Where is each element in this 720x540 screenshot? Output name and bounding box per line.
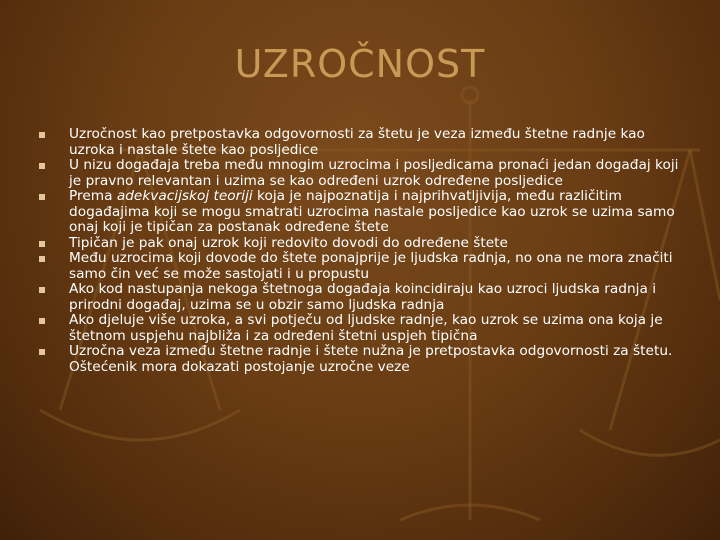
square-bullet-icon xyxy=(39,287,45,293)
square-bullet-icon xyxy=(39,241,45,247)
bullet-item xyxy=(0,251,720,282)
bullet-emphasis: adekvacijskoj teoriji xyxy=(116,188,253,204)
bullet-item xyxy=(0,127,720,158)
bullet-text: Tipičan je pak onaj uzrok koji redovito dovodi do određene štete xyxy=(69,234,508,251)
square-bullet-icon xyxy=(39,318,45,324)
slide-title: UZROČNOST xyxy=(234,42,486,86)
bullet-item xyxy=(0,158,720,189)
bullet-list xyxy=(0,127,720,375)
bullet-text: Među uzrocima koji dovode do štete ponajprije je ljudska radnja, no ona ne mora značiti samo čin već se može sastojati i u propustu xyxy=(69,250,673,282)
bullet-item xyxy=(0,282,720,313)
square-bullet-icon xyxy=(39,132,45,138)
square-bullet-icon xyxy=(39,163,45,169)
bullet-text: Ako kod nastupanja nekoga štetnoga događaja koincidiraju kao uzroci ljudska radnja i prirodni događaj, uzima se u obzir samo ljudska radnja xyxy=(69,281,656,313)
square-bullet-icon xyxy=(39,256,45,262)
bullet-item xyxy=(0,236,720,252)
bullet-item xyxy=(0,344,720,375)
bullet-text-after: koja je najpoznatija i najprihvatljivija, među različitim događajima koji se mogu smatrati uzrocima nastale posljedice kao uzrok se uzima samo onaj koji je tipičan za postanak određene štete xyxy=(69,188,675,235)
bullet-item xyxy=(0,313,720,344)
square-bullet-icon xyxy=(39,349,45,355)
bullet-text-before: Prema xyxy=(69,188,117,204)
bullet-text: U nizu događaja treba među mnogim uzrocima i posljedicama pronaći jedan događaj koji je pravno relevantan i uzima se kao određeni uzrok određene posljedice xyxy=(69,157,679,189)
bullet-text: Uzročnost kao pretpostavka odgovornosti za štetu je veza između štetne radnje kao uzroka i nastale štete kao posljedice xyxy=(69,126,645,158)
bullet-text: Ako djeluje više uzroka, a svi potječu od ljudske radnje, kao uzrok se uzima ona koja je štetnom uspjehu najbliža i za određeni štetni uspjeh tipična xyxy=(69,312,663,344)
bullet-text: Uzročna veza između štetne radnje i štete nužna je pretpostavka odgovornosti za štetu. Oštećenik mora dokazati postojanje uzročne veze xyxy=(69,343,673,375)
square-bullet-icon xyxy=(39,194,45,200)
bullet-item xyxy=(0,189,720,236)
